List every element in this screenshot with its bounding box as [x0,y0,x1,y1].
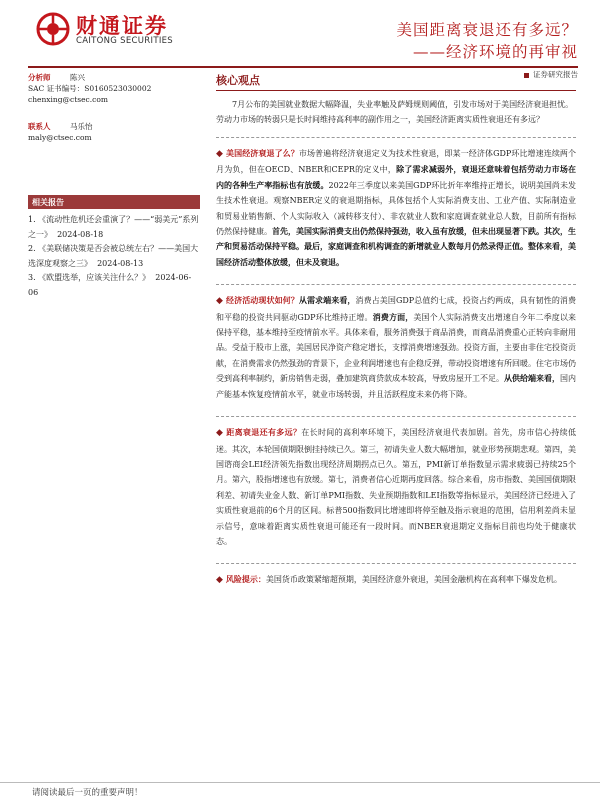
section-emphasis: 除了需求减弱外，衰退还意味着包括劳动力市场在内的各种生产率指标也有放缓。 [216,164,577,190]
brand-name-en: CAITONG SECURITIES [76,36,173,46]
section-emphasis: 从需求端来看， [298,295,356,306]
contact-email[interactable]: maly@ctsec.com [28,133,92,142]
related-report-date: 2024-08-18 [57,229,104,239]
related-report-date: 2024-06-06 [28,273,192,297]
main-content [216,72,576,603]
diamond-bullet-icon: ◆ [216,149,224,159]
report-title: 美国距离衰退还有多远？ [396,21,578,39]
cert-label: SAC 证书编号： [28,84,85,93]
related-report-item[interactable] [28,271,200,300]
summary-paragraph: 7月公布的美国就业数据大幅降温，失业率触及萨姆规则阈值，引发市场对于美国经济衰退担忧。劳动力市场的转弱只是长时间维持高利率的副作用之一，美国经济距离实质性衰退还有多远？ [216,100,574,124]
brand-name-cn: 财通证券 [76,14,168,38]
analyst-name: 陈兴 [70,73,85,82]
section-paragraph [216,425,576,549]
section-paragraph [216,293,576,402]
diamond-bullet-icon: ◆ [216,428,224,439]
core-sections [216,146,576,589]
section-text: 市场普遍将经济衰退定义为技术性衰退，即某一经济体GDP环比增速连续两个月为负，但在OECD、NBER和CEPR的定义中， [216,149,577,175]
section-lead: 距离衰退还有多远？ [226,427,302,438]
section-emphasis: 首先，美国实际消费支出仍然保持强劲，收入虽有放缓，但未出现显著下跌。其次，生产和贸易活动保持平稳。最后，家庭调查和机构调查的新增就业人数每月仍然录得正值。整体来看，美国经济活动整体放缓，但未及衰退。 [216,226,576,267]
related-report-title: 3. 《欧盟选举，应该关注什么？》 [28,273,151,283]
section-divider [216,416,576,417]
analyst-role: 分析师 [28,73,51,82]
sidebar [28,72,200,301]
related-report-date: 2024-08-13 [97,258,144,268]
section-lead: 经济活动现状如何？ [226,295,299,306]
disclaimer-notice: 请阅读最后一页的重要声明！ [32,788,143,798]
section-divider [216,137,576,138]
analyst-email[interactable]: chenxing@ctsec.com [28,95,108,104]
section-text: 消费占美国GDP总值约七成，投资占约两成，具有韧性的消费和平稳的投资共同驱动GDP环比维持正增。 [216,296,577,322]
section-emphasis: 从供给端来看， [504,373,560,384]
related-report-title: 1. 《流动性危机还会重演了？——“弱美元”系列之一》 [28,215,199,239]
diamond-bullet-icon: ◆ [216,296,224,307]
cert-number: S0160523030002 [84,84,152,93]
section-text: 美国货币政策紧缩超预期，美国经济意外衰退，美国金融机构在高利率下爆发危机。 [265,575,562,585]
section-divider [216,284,576,285]
report-header [0,0,600,70]
footer-rule [0,782,600,783]
section-divider [216,563,576,564]
diamond-bullet-icon: ◆ [216,575,223,586]
section-paragraph [216,572,576,588]
section-lead: 风险提示： [225,574,266,585]
header-rule [28,66,578,68]
contact-role: 联系人 [28,122,51,131]
analyst-block [28,72,200,143]
section-paragraph [216,146,576,270]
section-text: 国内产能基本恢复疫情前水平，就业市场转弱，并且活跃程度未来仍将下降。 [216,374,576,399]
related-report-title: 2. 《美联储决策是否会被总统左右？——美国大选深度观察之三》 [28,244,199,268]
report-subtitle: ——经济环境的再审视 [412,43,578,61]
contact-name: 马乐怡 [70,122,93,131]
related-reports-heading: 相关报告 [28,195,200,209]
section-emphasis: 消费方面， [372,311,414,322]
section-text: 在长时间的高利率环境下，美国经济衰退代表加剧。首先，房市信心持续低迷。其次，本轮国债期限倒挂持续已久。第三，初请失业人数大幅增加，就业形势预期悲观。第四，美国谘商会LEI经济领先指数出现经济周期拐点已久。第五，PMI新订单指数显示需求疲弱已持续25个月。第六，股指增速也有放缓。第七，消费者信心近期再度回落。综合来看，房市指数、美国国债期限利差、初请失业金人数、新订单PMI指数、失业预期指数和LEI指数等指标显示，美国经济已经进入了实质性衰退前的6个月的区间。标普500指数同比增速即将停至触及指示衰退的范围，信用利差尚未显示信号，意味着距离实质性衰退可能还有一段时间。而NBER衰退期定义指标目前也均处于健康状态。 [216,428,577,546]
core-views-heading: 核心观点 [216,72,576,91]
section-lead: 美国经济衰退了么？ [226,148,299,158]
related-report-item[interactable] [28,213,200,242]
caitong-logo-icon [36,12,70,46]
related-reports-list [28,213,200,301]
section-text: 美国个人实际消费支出增速自今年二季度以来保持平稳，基本维持至疫情前水平。具体来看，服务消费强于商品消费，而商品消费重心正转向非耐用品。受益于股市上涨，美国居民净资产稳定增长，支撑消费增速强劲。投资方面，主要由非住宅投资贡献，在消费需求仍然强劲的背景下，企业利润增速也有企稳反弹，带动投资增速有所回暖。住宅市场仍受到高利率制约，新房销售走弱，叠加建筑商贷款成本较高，导致房屋开工不足。 [216,312,577,384]
related-report-item[interactable] [28,242,200,271]
section-text: 2022年三季度以来美国GDP环比折年率维持正增长，说明美国尚未发生技术性衰退。观察NBER定义的衰退期指标，具体包括个人实际消费支出、工业产值、实际制造业和贸易业销售额、个人实际收入（减转移支付）、非农就业人数和家庭调查就业总人数，目前所有指标仍然保持健康。 [216,180,577,237]
report-type-label: 证券研究报告 [533,70,578,79]
